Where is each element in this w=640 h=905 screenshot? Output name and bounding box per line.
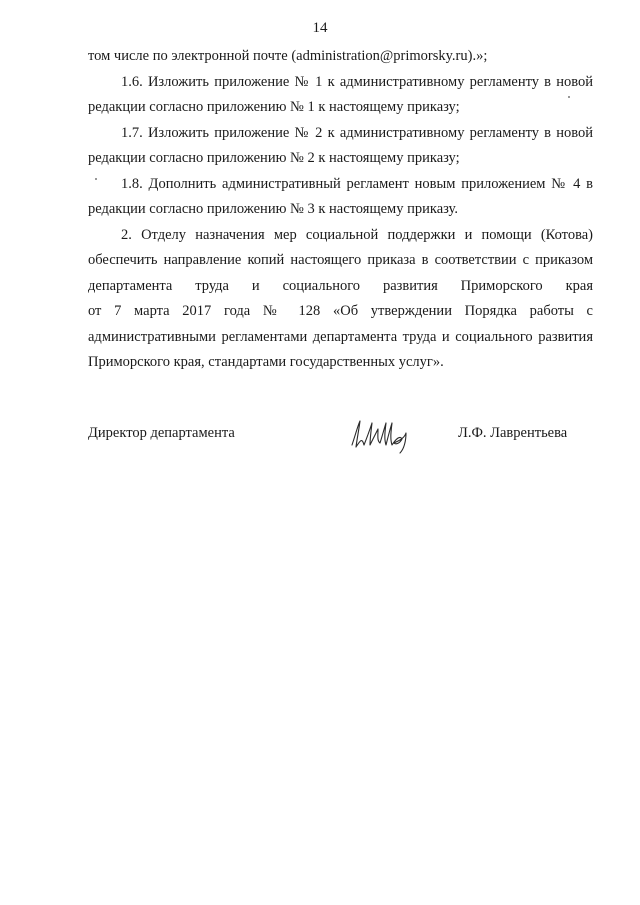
text-line: административными регламентами департамента труда и социального развития [88, 328, 593, 345]
text-line: от 7 марта 2017 года № 128 «Об утверждении Порядка работы с [88, 303, 593, 319]
page-number: 14 [312, 20, 328, 36]
text-line: редакции согласно приложению № 2 к настоящему приказу; [88, 150, 460, 166]
text-line: редакции согласно приложению № 3 к настоящему приказу. [88, 201, 458, 217]
text-line: Приморского края, стандартами государственных услуг». [88, 354, 444, 370]
text-line: 1.6. Изложить приложение № 1 к административному регламенту в новой [121, 73, 593, 90]
handwritten-signature [348, 415, 418, 455]
text-line: департамента труда и социального развития Приморского края [88, 277, 593, 294]
text-line: 1.7. Изложить приложение № 2 к административному регламенту в новой [121, 124, 593, 141]
text-line: 2. Отделу назначения мер социальной поддержки и помощи (Котова) [121, 226, 593, 243]
text-line: 1.8. Дополнить административный регламент новым приложением № 4 в [121, 175, 593, 192]
signature-block [88, 425, 593, 455]
text-line: том числе по электронной почте (administration@primorsky.ru).»; [88, 48, 488, 64]
signer-position: Директор департамента [88, 425, 235, 441]
text-line: редакции согласно приложению № 1 к настоящему приказу; [88, 99, 460, 115]
text-line: обеспечить направление копий настоящего приказа в соответствии с приказом [88, 252, 593, 268]
document-body [88, 44, 593, 376]
signer-name: Л.Ф. Лаврентьева [458, 425, 568, 441]
scan-artifact [95, 178, 97, 180]
scan-artifact [568, 96, 570, 98]
